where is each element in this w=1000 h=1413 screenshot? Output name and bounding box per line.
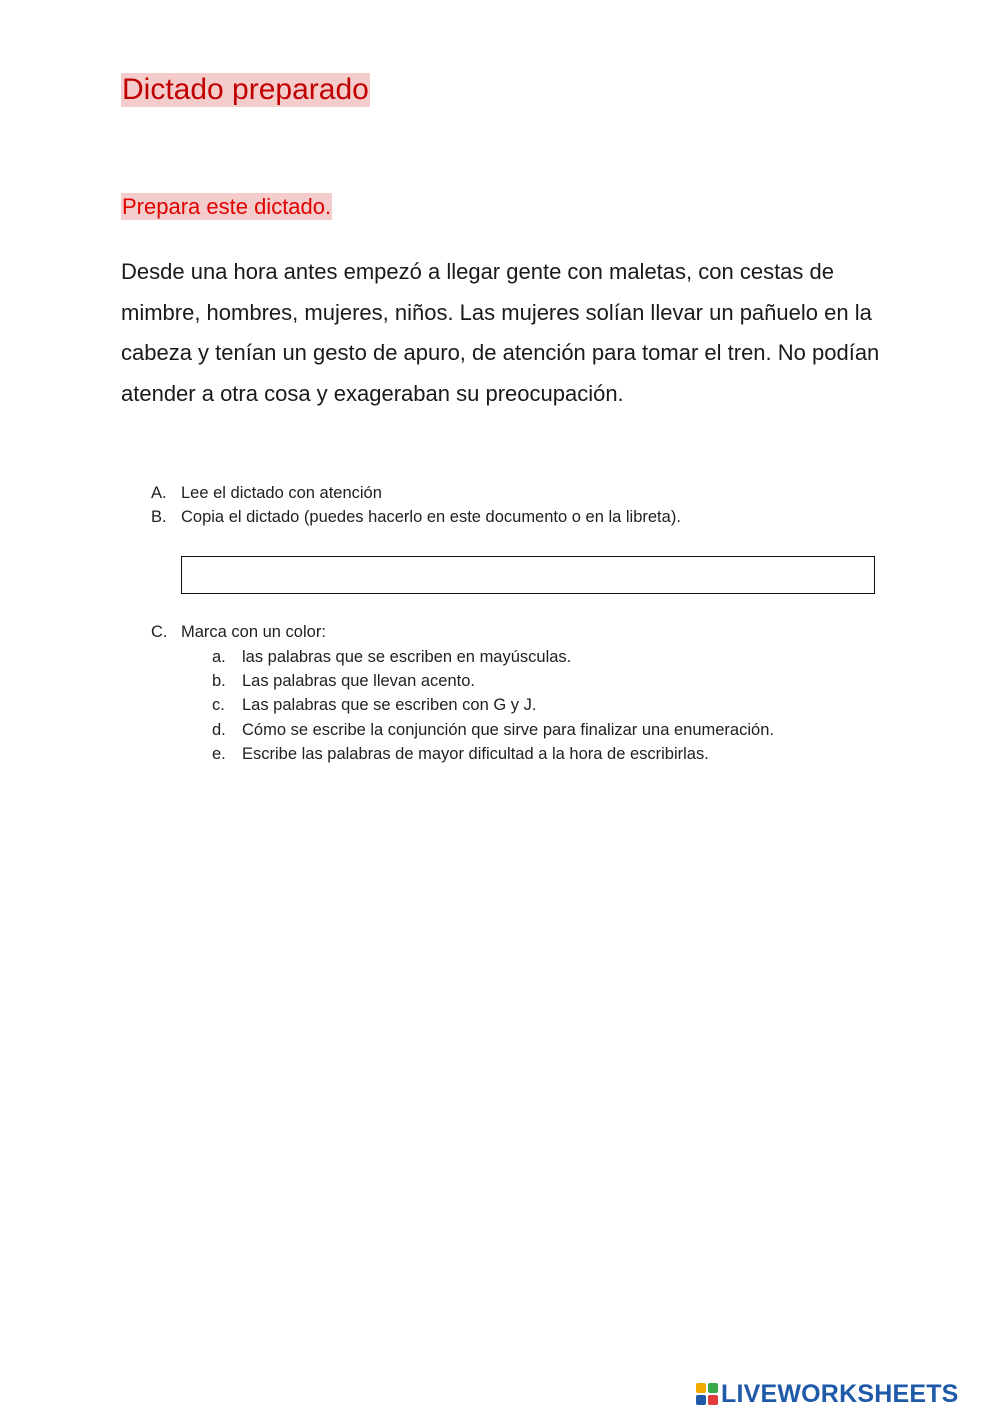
liveworksheets-logo	[696, 1378, 959, 1410]
sub-item-text: Escribe las palabras de mayor dificultad a la hora de escribirlas.	[242, 745, 709, 763]
subtitle: Prepara este dictado.	[122, 194, 332, 219]
list-marker: c.	[212, 696, 225, 714]
sub-item-text: las palabras que se escriben en mayúsculas.	[242, 648, 572, 666]
list-marker: A.	[151, 484, 167, 502]
instruction-text: Copia el dictado (puedes hacerlo en este documento o en la libreta).	[181, 508, 681, 526]
list-marker: b.	[212, 672, 226, 690]
list-marker: e.	[212, 745, 226, 763]
list-marker: d.	[212, 721, 226, 739]
list-marker: a.	[212, 648, 226, 666]
logo-text: LIVEWORKSHEETS	[721, 1379, 959, 1408]
page-title: Dictado preparado	[122, 73, 369, 106]
list-marker: B.	[151, 508, 167, 526]
answer-input[interactable]	[181, 556, 875, 594]
sub-item-text: Cómo se escribe la conjunción que sirve para finalizar una enumeración.	[242, 721, 774, 739]
sub-item-text: Las palabras que llevan acento.	[242, 672, 475, 690]
dictation-paragraph: Desde una hora antes empezó a llegar gente con maletas, con cestas de mimbre, hombres, mujeres, niños. Las mujeres solían llevar un pañuelo en la cabeza y tenían un gesto de apuro, de atención para tomar el tren. No podían atender a otra cosa y exageraban su preocupación.	[121, 259, 880, 406]
liveworksheets-logo-icon	[696, 1383, 718, 1405]
instruction-text: Lee el dictado con atención	[181, 484, 382, 502]
instruction-text: Marca con un color:	[181, 623, 326, 641]
list-marker: C.	[151, 623, 168, 641]
sub-item-text: Las palabras que se escriben con G y J.	[242, 696, 537, 714]
